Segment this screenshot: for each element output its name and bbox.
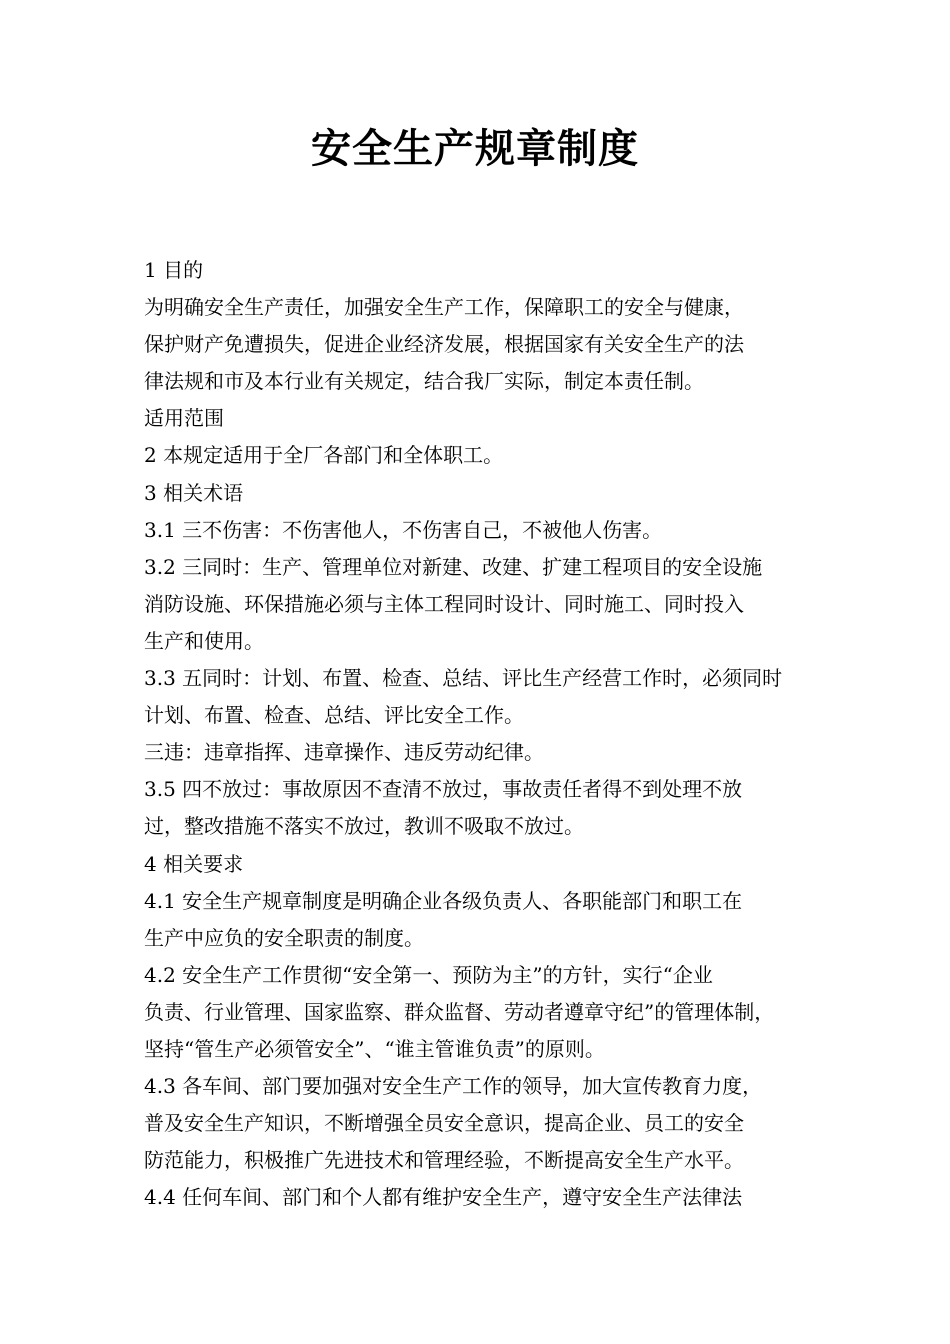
text-line: 4.3 各车间、部门要加强对安全生产工作的领导，加大宣传教育力度， [144,1074,763,1099]
text-line: 坚持“管生产必须管安全”、“谁主管谁负责”的原则。 [144,1036,605,1061]
text-line: 2 本规定适用于全厂各部门和全体职工。 [144,443,504,468]
document-title: 安全生产规章制度 [311,125,639,172]
text-line: 4.4 任何车间、部门和个人都有维护安全生产，遵守安全生产法律法 [144,1185,743,1210]
text-line: 消防设施、环保措施必须与主体工程同时设计、同时施工、同时投入 [144,591,744,616]
text-line: 4.1 安全生产规章制度是明确企业各级负责人、各职能部门和职工在 [144,888,743,913]
text-line: 适用范围 [144,406,224,431]
text-line: 3 相关术语 [144,480,244,505]
document-body [144,252,814,1216]
text-line: 生产中应负的安全职责的制度。 [144,925,424,950]
text-line: 律法规和市及本行业有关规定，结合我厂实际，制定本责任制。 [144,369,704,394]
text-line: 保护财产免遭损失，促进企业经济发展，根据国家有关安全生产的法 [144,332,744,357]
text-line: 普及安全生产知识，不断增强全员安全意识，提高企业、员工的安全 [144,1111,744,1136]
text-line: 负责、行业管理、国家监察、群众监督、劳动者遵章守纪”的管理体制， [144,999,775,1024]
text-line: 3.5 四不放过：事故原因不查清不放过，事故责任者得不到处理不放 [144,777,743,802]
text-line: 过，整改措施不落实不放过，教训不吸取不放过。 [144,814,584,839]
text-line: 计划、布置、检查、总结、评比安全工作。 [144,703,524,728]
text-line: 3.1 三不伤害：不伤害他人，不伤害自己，不被他人伤害。 [144,517,663,542]
text-line: 4.2 安全生产工作贯彻“安全第一、预防为主”的方针，实行“企业 [144,962,713,987]
text-line: 1 目的 [144,258,204,282]
text-line: 为明确安全生产责任，加强安全生产工作，保障职工的安全与健康， [144,295,744,320]
text-line: 4 相关要求 [144,851,244,876]
text-line: 生产和使用。 [144,628,264,653]
text-line: 防范能力，积极推广先进技术和管理经验，不断提高安全生产水平。 [144,1148,744,1173]
text-line: 三违：违章指挥、违章操作、违反劳动纪律。 [144,740,544,765]
text-line: 3.3 五同时：计划、布置、检查、总结、评比生产经营工作时，必须同时 [144,666,783,691]
text-line: 3.2 三同时：生产、管理单位对新建、改建、扩建工程项目的安全设施 [144,554,763,579]
